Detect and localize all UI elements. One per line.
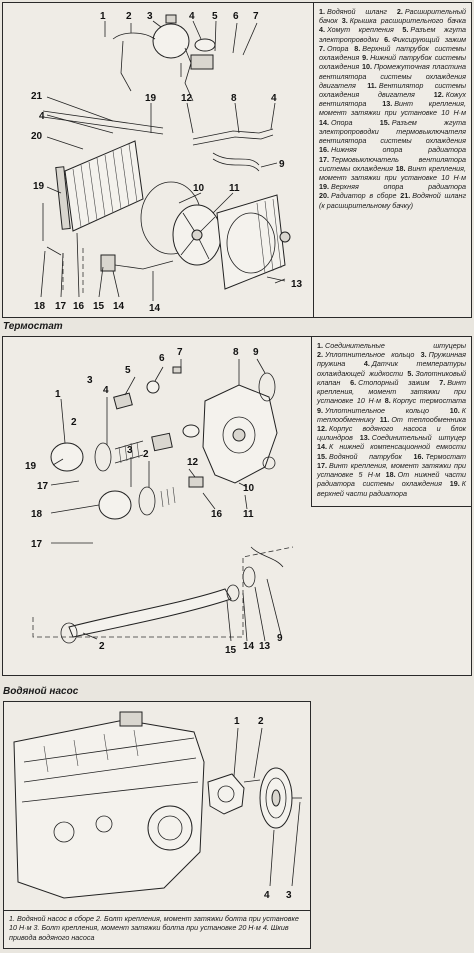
legend-item: 10. К теплообменнику: [317, 405, 466, 424]
callout-4c: 4: [271, 93, 277, 104]
legend-item: 7. Опора: [319, 43, 349, 53]
thermostat-diagram: [3, 337, 311, 675]
callout-3: 3: [87, 375, 93, 386]
legend-item: 1. Соединительные штуцеры: [317, 341, 466, 350]
callout-8: 8: [233, 347, 239, 358]
thermostat-legend: [311, 337, 471, 507]
engine-block-shape: [14, 712, 204, 898]
legend-item: 18. От нижней части радиатора системы охлаждения: [317, 470, 467, 489]
callout-10: 10: [193, 183, 205, 194]
callout-21: 21: [31, 91, 43, 102]
fan-shroud-shape: [217, 195, 290, 289]
legend-item: 2. Уплотнительное кольцо: [317, 350, 415, 360]
callout-3: 3: [286, 890, 292, 901]
legend-item: 12. Кожух вентилятора: [319, 89, 466, 109]
legend-item: 8. Верхний патрубок системы охлаждения: [319, 43, 466, 63]
callout-11: 11: [229, 183, 240, 194]
callout-17: 17: [55, 301, 67, 312]
legend-item: 11. Вентилятор системы охлаждения двигателя: [319, 80, 467, 99]
legend-item: 15. Разъем жгута электропроводки термовыключателя вентилятора системы охлаждения: [319, 117, 467, 146]
legend-item: 19. Верхняя опора радиатора: [319, 182, 466, 192]
legend-item: 8. Корпус термостата: [384, 396, 467, 406]
legend-item: 9. Нижний патрубок системы охлаждения: [319, 53, 467, 72]
callout-2: 2: [258, 716, 264, 727]
cooling-system-diagram: [3, 3, 313, 317]
legend-item: 10. Промежуточная пластина вентилятора системы охлаждения двигателя: [319, 62, 466, 90]
callout-6: 6: [159, 353, 165, 364]
legend-item: 1. Водяной шланг: [319, 7, 387, 16]
callout-12: 12: [187, 457, 199, 468]
legend-item: 16. Нижняя опора радиатора: [319, 145, 466, 155]
callout-16b: 15: [93, 301, 105, 312]
connector-shape: [51, 443, 83, 471]
legend-item: 14. Опора: [319, 117, 353, 127]
callout-5: 5: [125, 365, 131, 376]
water-pump-caption: 1. Водяной насос в сборе 2. Болт крепления, момент затяжки болта при установке 10 Н·м 3. Болт крепления, момент затяжки болта при установке 20 Н·м 4. Шкив привода водяного насоса: [4, 910, 310, 945]
thermostat-housing-shape: [203, 385, 277, 483]
legend-item: 6. Фиксирующий зажим: [384, 34, 467, 44]
callout-3b: 3: [127, 445, 133, 456]
radiator-shape: [56, 141, 143, 231]
callout-10: 10: [243, 483, 255, 494]
callout-4b: 4: [39, 111, 45, 122]
water-pump-diagram: [4, 702, 310, 910]
legend-item: 12. Корпус водяного насоса и блок цилиндров: [317, 423, 466, 443]
thermostat-panel: [2, 336, 472, 676]
callout-17b: 17: [31, 539, 43, 550]
legend-item: 3. Пружинная пружина: [317, 350, 466, 369]
callout-2b: 2: [143, 449, 149, 460]
callout-5: 5: [212, 11, 218, 22]
callout-15: 14: [113, 301, 125, 312]
callout-6: 6: [233, 11, 239, 22]
water-hose-shape: [61, 585, 239, 643]
legend-item: 2. Расширительный бачок: [319, 7, 466, 26]
legend-item: 4. Хомут крепления: [319, 25, 394, 35]
legend-item: 9. Уплотнительное кольцо: [317, 405, 429, 415]
legend-item: 17. Винт крепления, момент затяжки при установке 5 Н·м: [317, 460, 466, 480]
callout-1: 1: [100, 11, 106, 22]
legend-item: 3. Крышка расширительного бачка: [341, 16, 466, 26]
pump-pulley-shape: [260, 768, 292, 828]
callout-14: 14: [149, 303, 161, 314]
water-pump-shape: [208, 774, 260, 814]
callout-19b: 19: [33, 181, 45, 192]
callout-12: 12: [181, 93, 193, 104]
legend-item: 11. От теплообменника: [379, 414, 466, 424]
cooling-system-panel: [2, 2, 472, 318]
callout-13: 13: [291, 279, 303, 290]
callout-1: 1: [234, 716, 240, 727]
callout-19: 19: [145, 93, 157, 104]
cooling-legend: [313, 3, 471, 317]
callout-15: 15: [225, 645, 237, 656]
callout-18: 18: [31, 509, 43, 520]
callout-2: 2: [126, 11, 132, 22]
legend-item: 17. Термовыключатель вентилятора системы охлаждения: [319, 154, 466, 173]
callout-16: 16: [211, 509, 223, 520]
callout-4: 4: [103, 385, 109, 396]
water-pump-section-title: Водяной насос: [3, 686, 79, 697]
legend-item: 5. Разъем жгута электропроводки: [319, 25, 467, 44]
legend-item: 5. Золотниковый клапан: [317, 368, 466, 387]
legend-item: 21. Водяной шланг (к расширительному бачку): [319, 191, 466, 210]
callout-7: 7: [253, 11, 259, 22]
callout-3: 3: [147, 11, 153, 22]
legend-item: 14. К нижней компенсационной емкости: [317, 442, 466, 452]
water-pump-panel: [3, 701, 311, 949]
callout-14: 14: [243, 641, 255, 652]
callout-2c: 2: [99, 641, 105, 652]
callout-13: 13: [259, 641, 271, 652]
expansion-tank-shape: [153, 24, 189, 58]
callout-19: 19: [25, 461, 37, 472]
thermostat-section-title: Термостат: [3, 321, 63, 332]
callout-8: 8: [231, 93, 237, 104]
tank-cap-shape: [166, 15, 176, 23]
callout-20: 20: [31, 131, 43, 142]
callout-4: 4: [189, 11, 195, 22]
legend-item: 4. Датчик температуры охлаждающей жидкости: [317, 359, 466, 378]
callout-1: 1: [55, 389, 61, 400]
legend-item: 7. Винт крепления, момент затяжки при установке 10 Н·м: [317, 377, 466, 406]
callout-9b: 9: [277, 633, 283, 644]
legend-item: 6. Стопорный зажим: [350, 377, 430, 387]
callout-9: 9: [279, 159, 285, 170]
callout-16: 16: [73, 301, 85, 312]
callout-4: 4: [264, 890, 270, 901]
legend-item: 20. Радиатор в сборе: [319, 191, 397, 201]
callout-18: 18: [34, 301, 46, 312]
legend-item: 16. Термостат: [413, 451, 466, 461]
legend-item: 15. Водяной патрубок: [317, 451, 402, 461]
callout-11: 11: [243, 509, 254, 520]
callout-7: 7: [177, 347, 183, 358]
callout-2: 2: [71, 417, 77, 428]
legend-item: 19. К верхней части радиатора: [317, 479, 466, 498]
callout-9: 9: [253, 347, 259, 358]
legend-item: 18. Винт крепления, момент затяжки при установке 10 Н·м: [319, 163, 467, 182]
legend-item: 13. Винт крепления, момент затяжки при установке 10 Н·м: [319, 99, 466, 118]
callout-17: 17: [37, 481, 49, 492]
legend-item: 13. Соединительный штуцер: [359, 433, 466, 443]
